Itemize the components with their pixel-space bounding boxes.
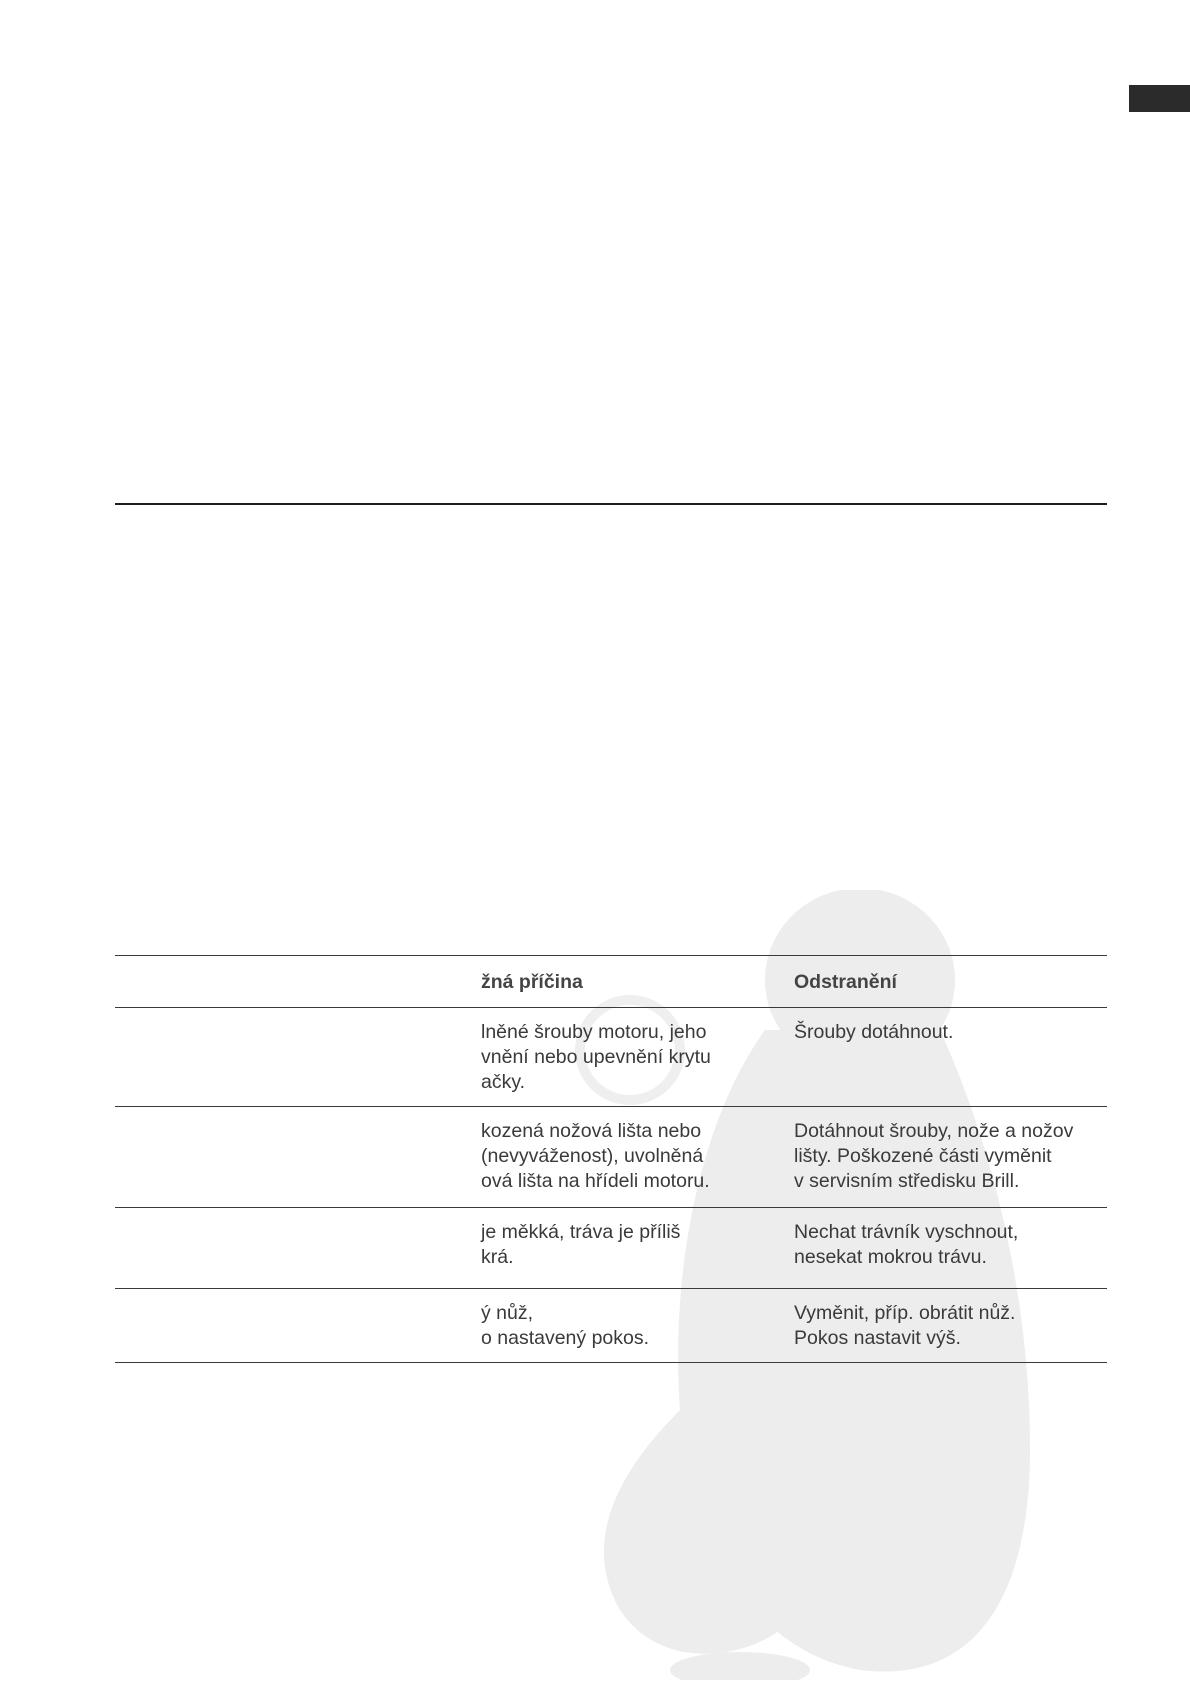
header-cause: žná příčina bbox=[481, 971, 583, 993]
language-tab-marker bbox=[1129, 85, 1190, 112]
section-divider bbox=[115, 503, 1107, 505]
row-cause: ý nůž, o nastavený pokos. bbox=[481, 1302, 650, 1349]
row-cause: je měkká, tráva je příliš krá. bbox=[481, 1221, 681, 1268]
table-row bbox=[115, 1107, 1107, 1208]
table-row bbox=[115, 1008, 1107, 1107]
row-cause: kozená nožová lišta nebo (nevyváženost), uvolněná ová lišta na hřídeli motoru. bbox=[481, 1120, 710, 1192]
table-header-row bbox=[115, 955, 1107, 1008]
row-remedy: Dotáhnout šrouby, nože a nožov lišty. Poškozené části vyměnit v servisním středisku Brill. bbox=[794, 1120, 1074, 1192]
troubleshooting-table bbox=[115, 955, 1107, 1363]
row-remedy: Vyměnit, příp. obrátit nůž. Pokos nastavit výš. bbox=[794, 1302, 1016, 1349]
row-cause: lněné šrouby motoru, jeho vnění nebo upevnění krytu ačky. bbox=[481, 1021, 711, 1093]
table-row bbox=[115, 1289, 1107, 1363]
table-row bbox=[115, 1208, 1107, 1289]
row-remedy: Šrouby dotáhnout. bbox=[794, 1021, 954, 1043]
row-remedy: Nechat trávník vyschnout, nesekat mokrou trávu. bbox=[794, 1221, 1019, 1268]
header-remedy: Odstranění bbox=[794, 971, 897, 993]
